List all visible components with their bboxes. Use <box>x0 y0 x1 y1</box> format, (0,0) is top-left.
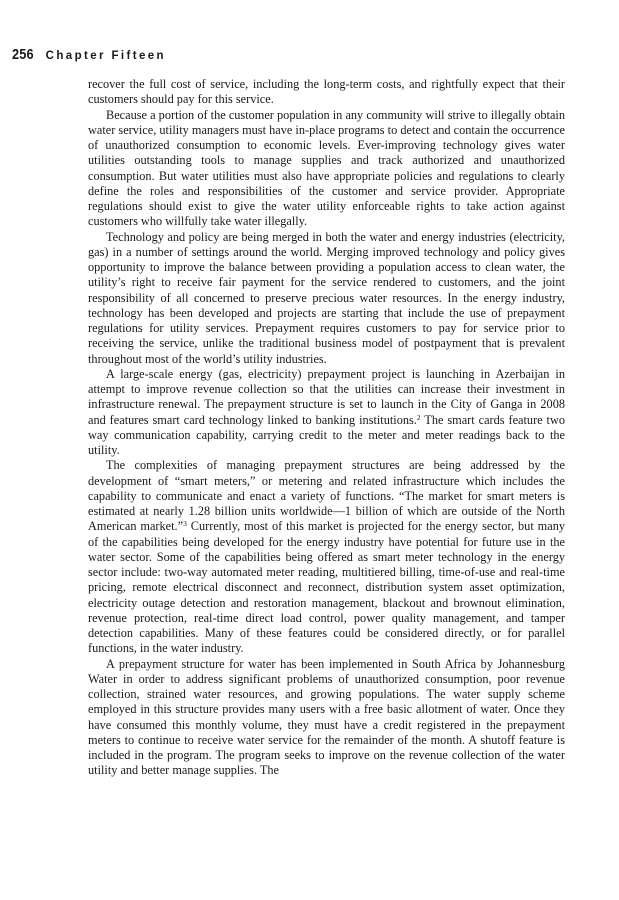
paragraph-text: Because a portion of the customer population in any community will strive to illegally obtain water service, utility managers must have in-place programs to detect and contain the occurrence of unauthorized consumption to economic levels. Ever-improving technology gives water utilities outstanding tools to manage supplies and track authorized and unauthorized consumption. But water utilities must also have appropriate policies and regulations to clearly define the roles and responsibilities of the customer and service provider. Appropriate regulations should exist to give the water utility enforceable rights to take action against customers who willfully take water illegally. <box>88 107 565 229</box>
paragraph-text: A prepayment structure for water has been implemented in South Africa by Johannesburg Water in order to address significant problems of unauthorized consumption, poor revenue collection, strained water resources, and growing populations. The water supply scheme employed in this structure provides many users with a free basic allotment of water. Once they have consumed this monthly volume, they must have a credit registered in the prepayment meters to continue to receive water service for the remainder of the month. A shutoff feature is included in the program. The program seeks to improve on the revenue collection of the water utility and better manage supplies. The <box>88 656 565 778</box>
footnote-ref: 2 <box>416 412 421 422</box>
paragraph-technology-policy <box>88 230 565 367</box>
paragraph-text-continued: Currently, most of this market is projected for the energy sector, but many of the capabilities being developed for the energy industry have potential for future use in the water sector. Some of the capabilities being offered as smart meter technology in the energy sector include: two-way automated meter reading, multitiered billing, time-of-use and real-time pricing, remote electrical disconnect and reconnect, distribution system asset optimization, electricity outage detection and restoration management, blackout and brownout elimination, revenue protection, real-time direct load control, power quality management, and tamper detection capabilities. Many of these features could be considered directly, or for parallel functions, in the water industry. <box>88 519 565 656</box>
chapter-title: Chapter Fifteen <box>45 50 166 62</box>
paragraph-continued <box>88 77 565 108</box>
paragraph-unauthorized-consumption <box>88 108 565 230</box>
page-number: 256 <box>12 46 34 63</box>
paragraph-text-continued: The smart cards feature two way communication capability, carrying credit to the meter and meter readings back to the utility. <box>88 412 565 457</box>
paragraph-text: A large-scale energy (gas, electricity) prepayment project is launching in Azerbaijan in attempt to improve revenue collection so that the utilities can increase their investment in infrastructure renewal. The prepayment structure is set to launch in the City of Ganga in 2008 and features smart card technology linked to banking institutions. <box>88 366 565 427</box>
paragraph-johannesburg <box>88 657 565 779</box>
page-header <box>12 46 572 64</box>
body-text <box>88 77 565 779</box>
paragraph-azerbaijan <box>88 367 565 459</box>
paragraph-text: The complexities of managing prepayment structures are being addressed by the development of “smart meters,” or metering and related infrastructure which includes the capability to communicate and enact a variety of functions. “The market for smart meters is estimated at nearly 1.28 billion units worldwide—1 billion of which are outside of the North American market.” <box>88 458 565 534</box>
paragraph-text: Technology and policy are being merged in both the water and energy industries (electricity, gas) in a number of settings around the world. Merging improved technology and policy gives opportunity to improve the balance between providing a population access to clean water, the utility’s right to receive fair payment for the service rendered to customers, and the joint responsibility of all concerned to preserve precious water resources. In the energy industry, technology has been developed and projects are starting that include the use of prepayment regulations for utility services. Prepayment requires customers to pay for service prior to receiving the service, unlike the traditional business model of postpayment that is prevalent throughout most of the world’s utility industries. <box>88 229 565 366</box>
paragraph-text: recover the full cost of service, including the long-term costs, and rightfully expect that their customers should pay for this service. <box>88 77 565 107</box>
paragraph-smart-meters <box>88 458 565 656</box>
footnote-ref: 3 <box>183 519 187 529</box>
